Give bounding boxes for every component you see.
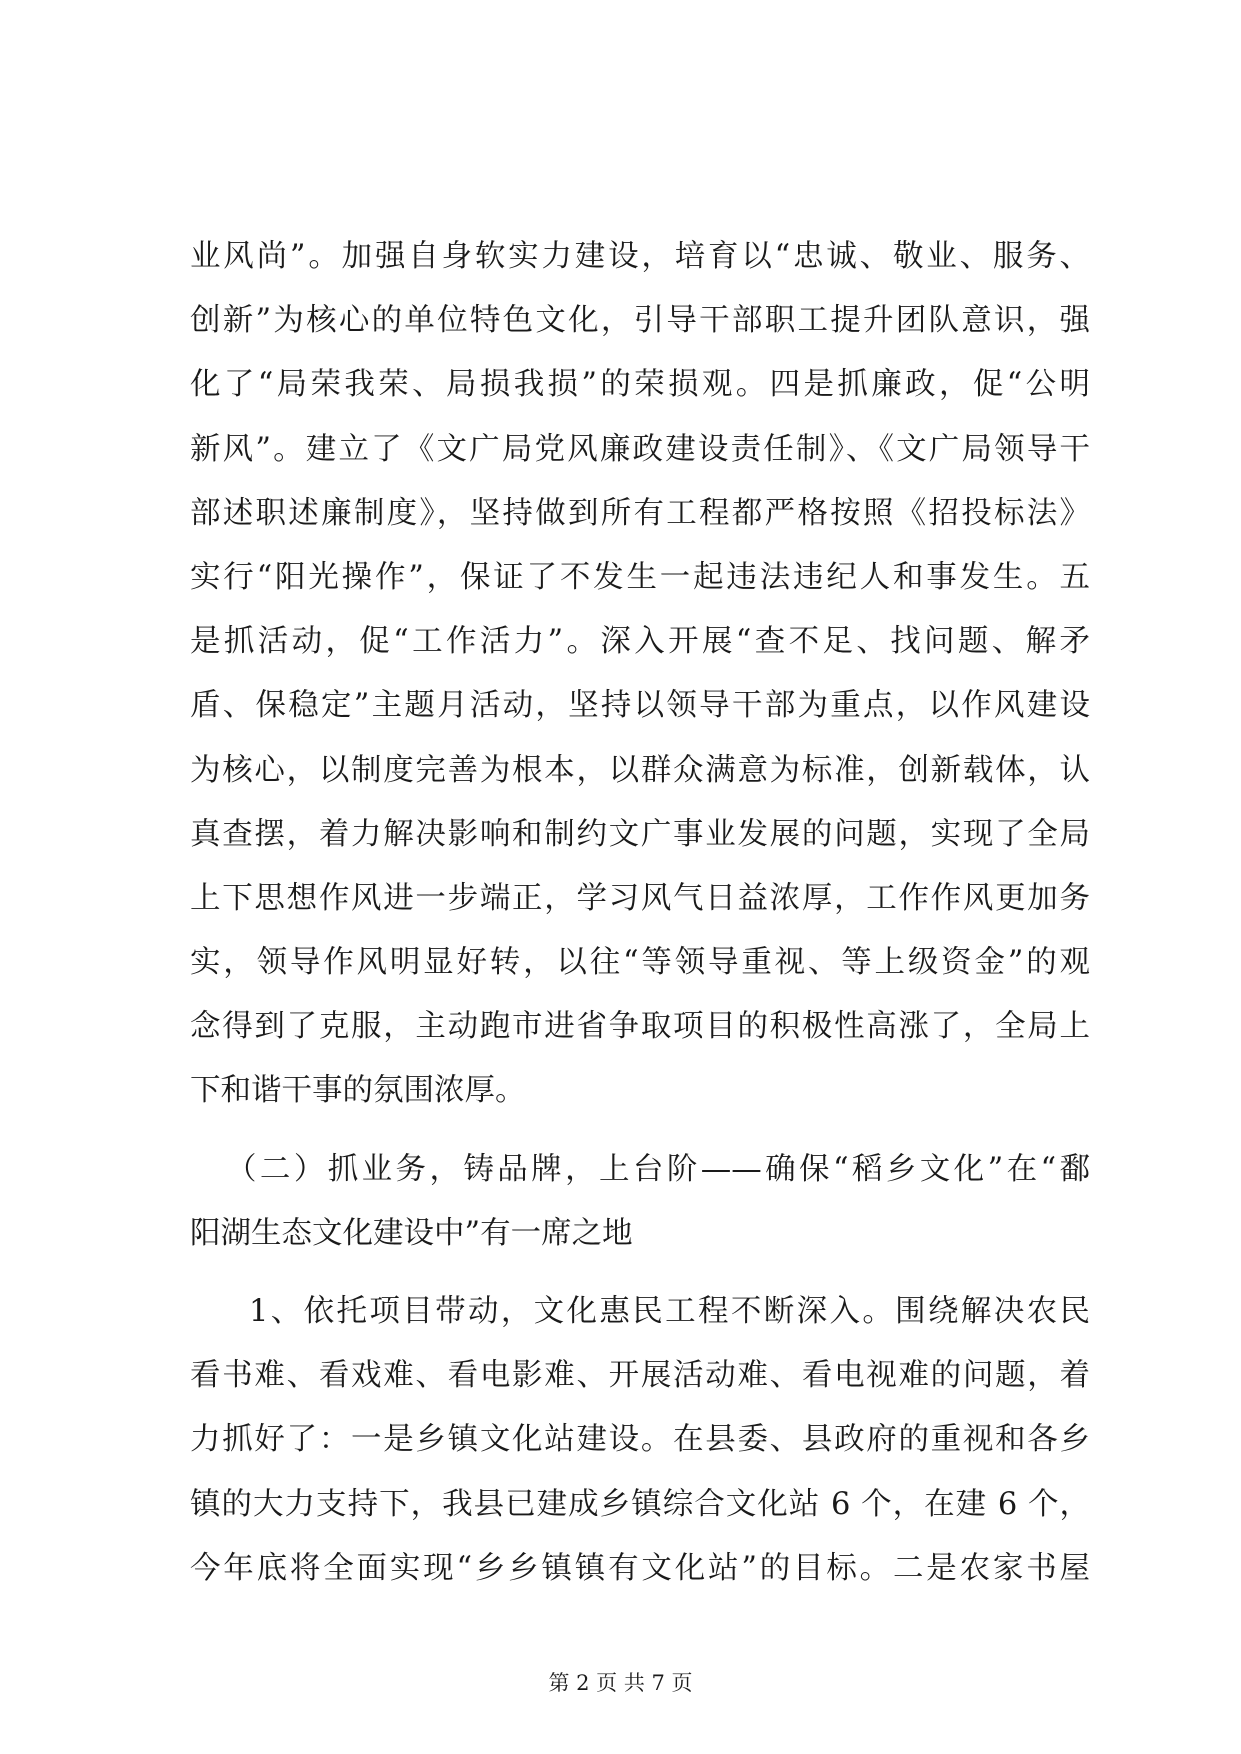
text-line: 力抓好了：一是乡镇文化站建设。在县委、县政府的重视和各乡	[190, 1422, 1090, 1458]
document-body	[190, 225, 1090, 1601]
heading-line: （二）抓业务，铸品牌，上台阶——确保“稻乡文化”在“鄱	[226, 1151, 1090, 1187]
text-line: 部述职述廉制度》，坚持做到所有工程都严格按照《招投标法》	[190, 495, 1090, 531]
section-heading	[190, 1138, 1090, 1266]
text-line: 真查摆，着力解决影响和制约文广事业发展的问题，实现了全局	[190, 816, 1090, 852]
text-line: 看书难、看戏难、看电影难、开展活动难、看电视难的问题，着	[190, 1358, 1090, 1394]
text-line: 新风”。建立了《文广局党风廉政建设责任制》、《文广局领导干	[190, 431, 1090, 467]
text-line: 化了“局荣我荣、局损我损”的荣损观。四是抓廉政，促“公明	[190, 367, 1090, 403]
text-line: 下和谐干事的氛围浓厚。	[190, 1073, 526, 1109]
text-line: 1、依托项目带动，文化惠民工程不断深入。围绕解决农民	[249, 1294, 1090, 1329]
text-line: 实，领导作风明显好转，以往“等领导重视、等上级资金”的观	[190, 945, 1090, 981]
page-footer	[0, 1668, 1241, 1698]
text-line: 业风尚”。加强自身软实力建设，培育以“忠诚、敬业、服务、	[190, 239, 1090, 274]
paragraph	[190, 1280, 1090, 1601]
text-line: 念得到了克服，主动跑市进省争取项目的积极性高涨了，全局上	[190, 1009, 1090, 1045]
page-number: 第 2 页 共 7 页	[548, 1671, 693, 1695]
text-line: 今年底将全面实现“乡乡镇镇有文化站”的目标。二是农家书屋	[190, 1550, 1090, 1586]
text-line: 是抓活动，促“工作活力”。深入开展“查不足、找问题、解矛	[190, 624, 1090, 660]
text-line: 创新”为核心的单位特色文化，引导干部职工提升团队意识，强	[190, 303, 1090, 339]
text-line: 上下思想作风进一步端正，学习风气日益浓厚，工作作风更加务	[190, 880, 1090, 916]
text-line: 镇的大力支持下，我县已建成乡镇综合文化站 6 个，在建 6 个，	[190, 1486, 1090, 1522]
text-line: 为核心，以制度完善为根本，以群众满意为标准，创新载体，认	[190, 752, 1090, 788]
text-line: 盾、保稳定”主题月活动，坚持以领导干部为重点，以作风建设	[190, 688, 1090, 724]
heading-line: 阳湖生态文化建设中”有一席之地	[190, 1215, 633, 1251]
text-line: 实行“阳光操作”，保证了不发生一起违法违纪人和事发生。五	[190, 559, 1090, 595]
paragraph	[190, 225, 1090, 1124]
